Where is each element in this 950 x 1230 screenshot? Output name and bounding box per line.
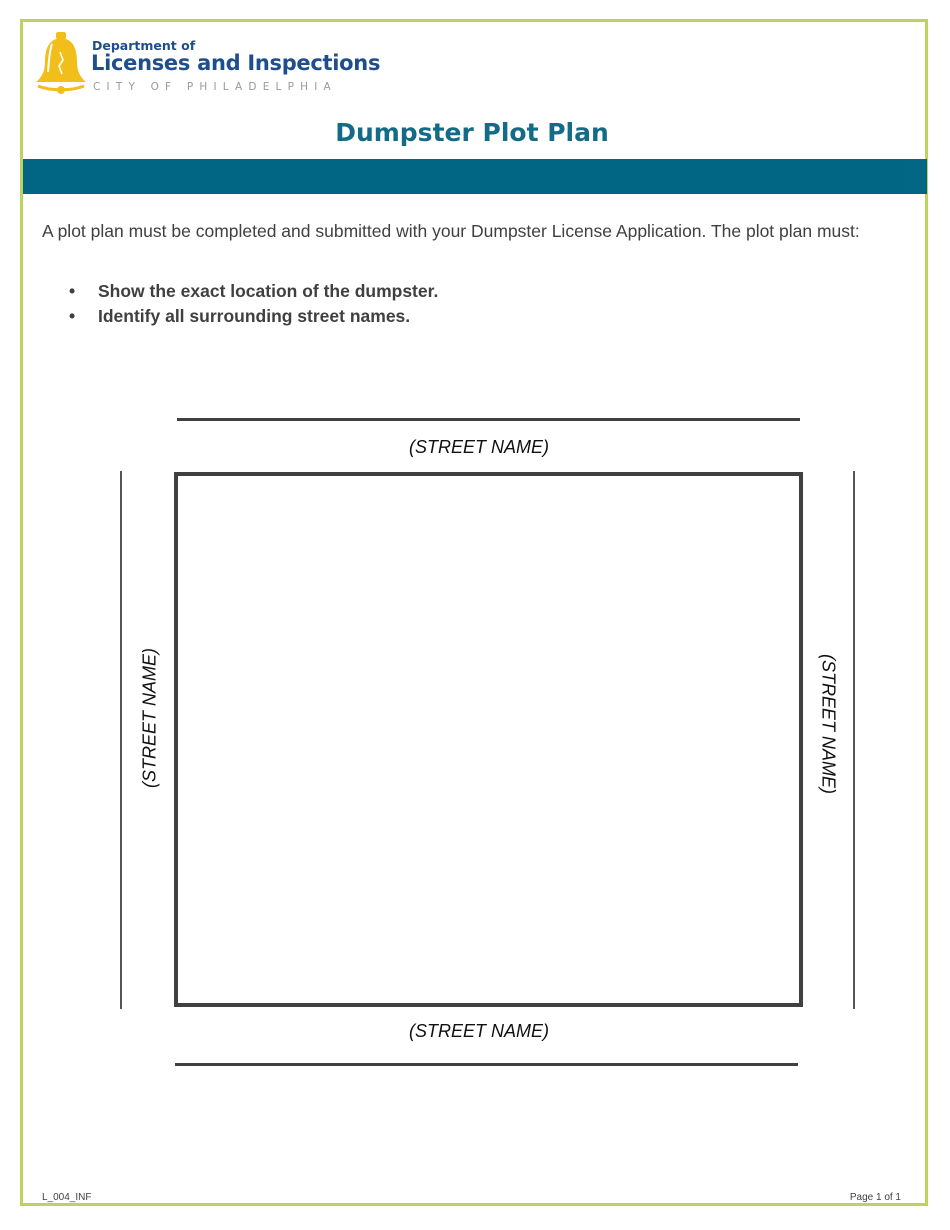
requirement-text: Show the exact location of the dumpster. bbox=[98, 281, 439, 301]
top-street-label: (STREET NAME) bbox=[408, 437, 549, 457]
right-street-line bbox=[853, 471, 855, 1009]
top-street-line bbox=[177, 418, 800, 421]
left-street-label: (STREET NAME) bbox=[139, 647, 160, 789]
left-street-line bbox=[120, 471, 122, 1009]
list-item bbox=[65, 304, 438, 329]
intro-text: A plot plan must be completed and submitted with your Dumpster License Application. The plot plan must: bbox=[42, 221, 860, 241]
agency-name: Licenses and Inspections bbox=[91, 51, 381, 75]
liberty-bell-icon bbox=[30, 30, 90, 96]
bullet: • bbox=[69, 306, 76, 326]
page-title: Dumpster Plot Plan bbox=[335, 118, 609, 147]
title-bar bbox=[23, 159, 927, 194]
city-label: CITY OF PHILADELPHIA bbox=[93, 81, 337, 93]
list-item bbox=[65, 279, 438, 304]
requirement-text: Identify all surrounding street names. bbox=[98, 306, 411, 326]
bottom-street-line bbox=[175, 1063, 798, 1066]
bottom-street-label: (STREET NAME) bbox=[408, 1021, 549, 1041]
agency-logo bbox=[30, 30, 381, 100]
plot-area[interactable] bbox=[174, 472, 803, 1007]
department-label: Department of bbox=[92, 38, 196, 53]
bullet: • bbox=[69, 281, 76, 301]
page-indicator: Page 1 of 1 bbox=[849, 1192, 901, 1203]
form-code: L_004_INF bbox=[42, 1192, 92, 1203]
requirements-list bbox=[65, 279, 438, 329]
right-street-label: (STREET NAME) bbox=[818, 653, 839, 795]
